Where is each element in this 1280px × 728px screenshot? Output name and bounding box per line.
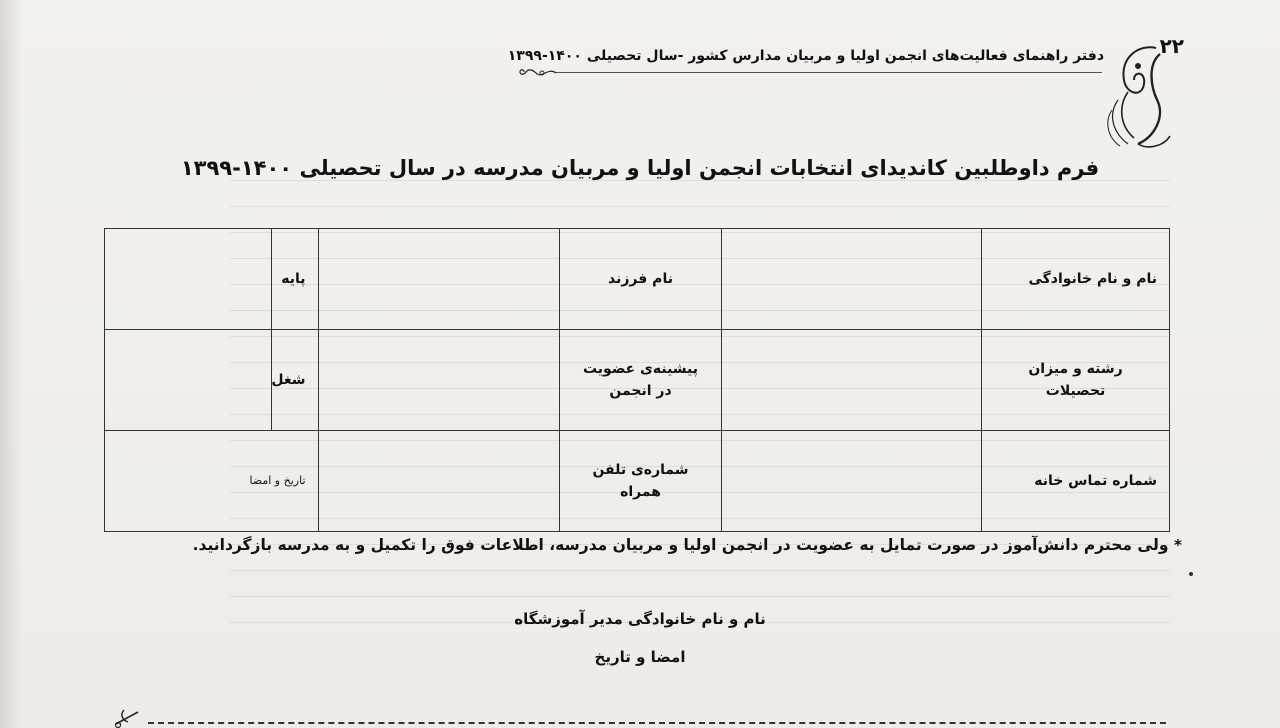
home-phone-field[interactable] — [722, 431, 982, 532]
stray-dot — [1189, 572, 1193, 576]
occupation-field[interactable] — [105, 330, 272, 431]
scissors-icon — [112, 708, 142, 728]
education-label-line1: رشته و میزان — [1028, 360, 1123, 377]
home-phone-label: شماره تماس خانه — [982, 431, 1170, 532]
header-rule — [556, 72, 1102, 73]
membership-history-field[interactable] — [318, 330, 559, 431]
running-header: دفتر راهنمای فعالیت‌های انجمن اولیا و مربیان مدارس کشور -سال تحصیلی ۱۴۰۰-۱۳۹۹ — [507, 48, 1104, 64]
education-label-line2: تحصیلات — [1045, 383, 1106, 399]
instruction-note: * ولی محترم دانش‌آموز در صورت تمایل به عضویت در انجمن اولیا و مربیان مدرسه، اطلاعات فوق را تکمیل و به مدرسه بازگردانید. — [192, 536, 1182, 554]
table-row — [105, 229, 1170, 330]
principal-sign-date-label: امضا و تاریخ — [594, 648, 686, 666]
education-label — [982, 330, 1170, 431]
grade-field[interactable] — [105, 229, 272, 330]
full-name-label: نام و نام خانوادگی — [982, 229, 1170, 330]
occupation-label: شغل — [272, 330, 318, 431]
mobile-phone-field[interactable] — [318, 431, 559, 532]
full-name-field[interactable] — [722, 229, 982, 330]
flourish-icon — [518, 66, 558, 80]
principal-name-label: نام و نام خانوادگی مدیر آموزشگاه — [514, 610, 766, 628]
mobile-phone-line1: شماره‌ی تلفن — [592, 461, 689, 478]
grade-label: پایه — [272, 229, 318, 330]
cut-line — [148, 722, 1166, 724]
membership-history-line1: پیشینه‌ی عضویت — [582, 360, 699, 377]
candidate-form-table — [104, 228, 1170, 532]
page-edge-shadow — [0, 0, 22, 728]
form-title: فرم داوطلبین کاندیدای انتخابات انجمن اولیا و مربیان مدرسه در سال تحصیلی ۱۴۰۰-۱۳۹۹ — [180, 156, 1100, 180]
education-field[interactable] — [722, 330, 982, 431]
page-number: ۲۲ — [1159, 34, 1184, 58]
membership-history-label — [559, 330, 721, 431]
child-name-label: نام فرزند — [559, 229, 721, 330]
date-signature-cell[interactable] — [105, 431, 319, 532]
child-name-field[interactable] — [318, 229, 559, 330]
mobile-phone-line2: همراه — [620, 484, 661, 500]
date-signature-label: تاریخ و امضا — [249, 474, 306, 488]
table-row — [105, 330, 1170, 431]
membership-history-line2: در انجمن — [609, 383, 672, 399]
mobile-phone-label — [559, 431, 721, 532]
ornament-icon — [1098, 40, 1178, 152]
table-row — [105, 431, 1170, 532]
